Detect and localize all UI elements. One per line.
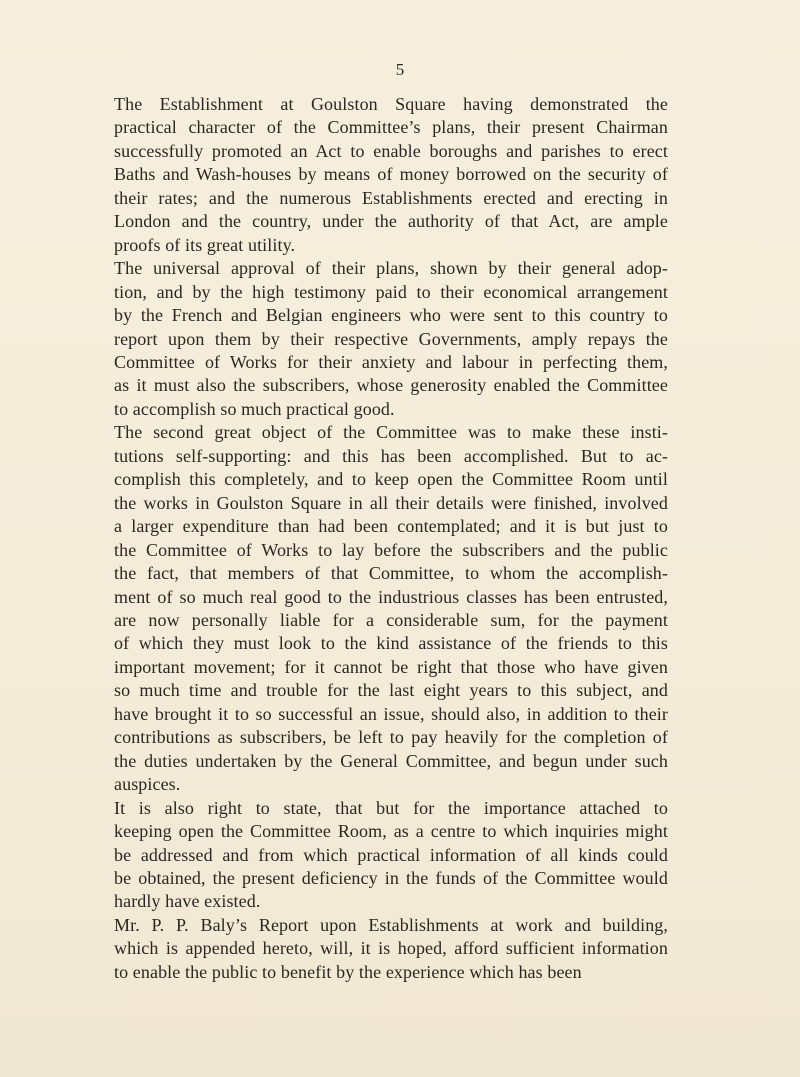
paragraph [114,421,668,796]
text-line: contributions as subscribers, be left to pay heavily for the completion of [114,727,668,748]
text-line: as it must also the subscribers, whose generosity enabled the Committee [114,375,668,396]
text-line: the works in Goulston Square in all their details were finished, involved [114,492,668,513]
text-line: practical character of the Committee’s plans, their present Chairman [114,117,668,138]
text-line: London and the country, under the authority of that Act, are ample [114,211,668,232]
text-line: report upon them by their respective Governments, amply repays the [114,328,668,349]
text-line: by the French and Belgian engineers who were sent to this country to [114,305,668,326]
text-line: be obtained, the present deficiency in the funds of the Committee would [114,867,668,888]
text-line: successfully promoted an Act to enable boroughs and parishes to erect [114,140,668,161]
text-line: auspices. [114,774,181,795]
text-line: which is appended hereto, will, it is hoped, afford sufficient information [114,938,668,959]
text-line: tutions self-supporting: and this has been accomplished. But to ac- [114,445,668,466]
text-line: important movement; for it cannot be right that those who have given [114,656,668,677]
text-line: ment of so much real good to the industrious classes has been entrusted, [114,586,668,607]
text-line: are now personally liable for a considerable sum, for the payment [114,609,668,630]
body-text [114,93,668,984]
text-line: Baths and Wash-houses by means of money borrowed on the security of [114,164,668,185]
text-line: The universal approval of their plans, shown by their general adop- [114,258,668,279]
text-line: to enable the public to benefit by the experience which has been [114,961,582,982]
text-line: the duties undertaken by the General Committee, and begun under such [114,750,668,771]
text-line: tion, and by the high testimony paid to their economical arrangement [114,281,668,302]
page-number: 5 [395,60,405,79]
text-line: hardly have existed. [114,891,261,912]
text-line: to accomplish so much practical good. [114,398,395,419]
text-line: so much time and trouble for the last eight years to this subject, and [114,680,668,701]
text-line: It is also right to state, that but for the importance attached to [114,797,668,818]
text-line: The Establishment at Goulston Square having demonstrated the [114,94,668,114]
text-line: proofs of its great utility. [114,234,296,255]
text-line: a larger expenditure than had been contemplated; and it is but just to [114,516,668,537]
text-line: of which they must look to the kind assistance of the friends to this [114,633,668,654]
text-line: Mr. P. P. Baly’s Report upon Establishments at work and building, [114,914,668,935]
text-line: The second great object of the Committee was to make these insti- [114,422,668,443]
text-line: be addressed and from which practical information of all kinds could [114,844,668,865]
paragraph [114,914,668,984]
text-line: keeping open the Committee Room, as a centre to which inquiries might [114,821,668,842]
paragraph [114,797,668,914]
paragraph [114,93,668,257]
text-line: the Committee of Works to lay before the subscribers and the public [114,539,668,560]
text-line: have brought it to so successful an issue, should also, in addition to their [114,703,668,724]
text-line: Committee of Works for their anxiety and labour in perfecting them, [114,351,668,372]
text-line: their rates; and the numerous Establishments erected and erecting in [114,187,668,208]
paragraph [114,257,668,421]
text-line: the fact, that members of that Committee, to whom the accomplish- [114,563,668,584]
text-line: complish this completely, and to keep open the Committee Room until [114,469,668,490]
